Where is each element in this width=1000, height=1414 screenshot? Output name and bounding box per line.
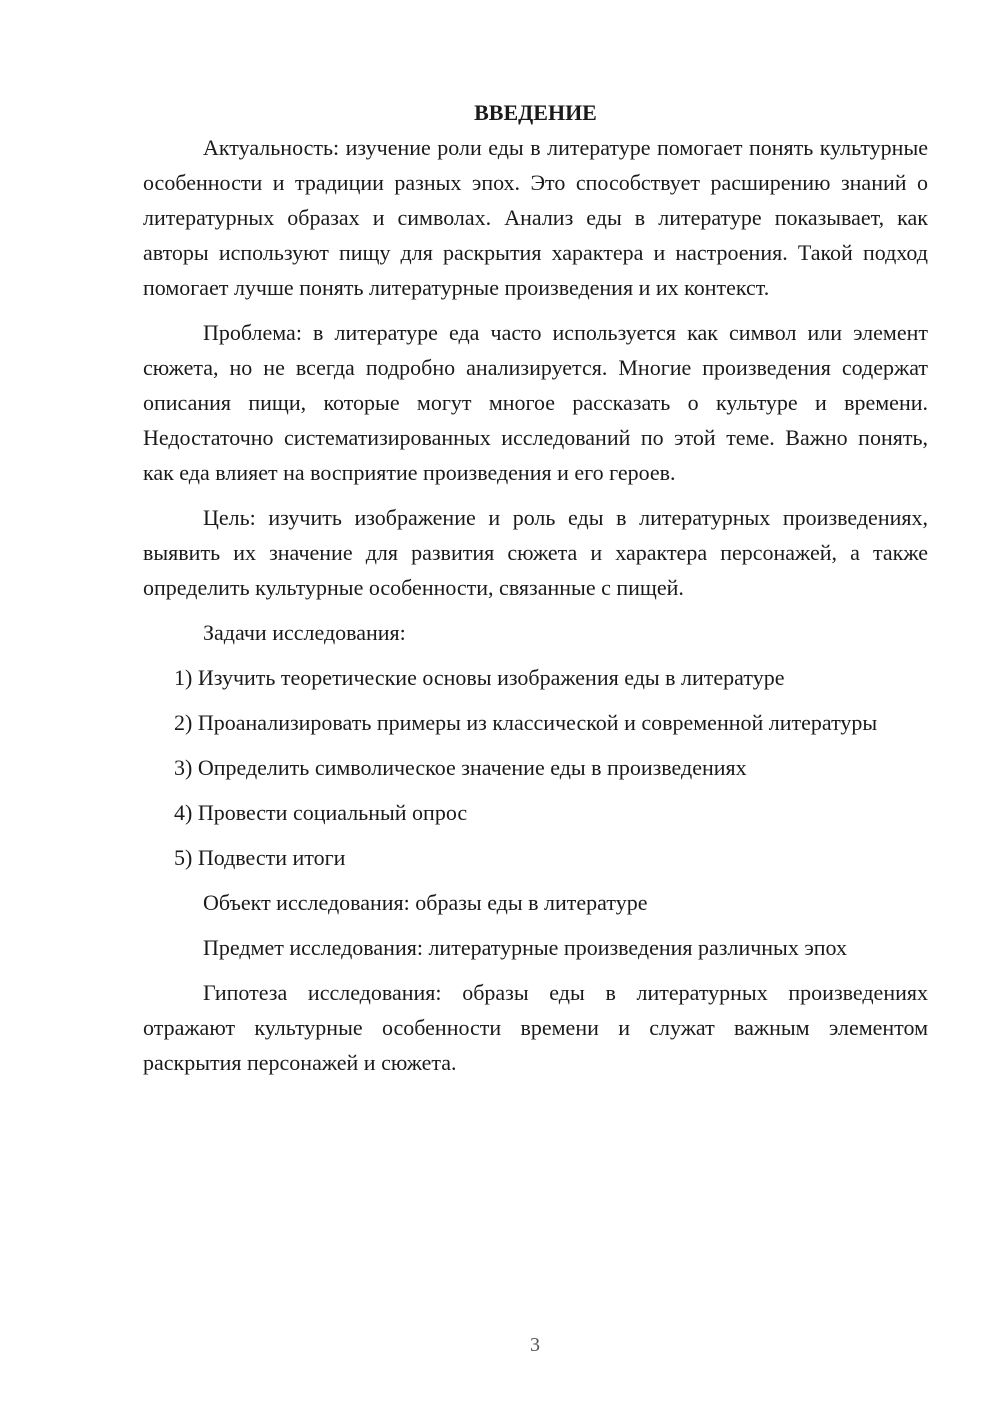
goal-paragraph: Цель: изучить изображение и роль еды в литературных произведениях, выявить их значение для развития сюжета и характера персонажей, а также определить культурные особенности, связанные с пищей. [143,505,928,600]
subject-paragraph: Предмет исследования: литературные произведения различных эпох [203,935,848,960]
page-title: ВВЕДЕНИЕ [474,100,597,125]
task-item-3: 3) Определить символическое значение еды в произведениях [174,755,747,780]
task-item-2: 2) Проанализировать примеры из классической и современной литературы [174,710,878,735]
task-item-1: 1) Изучить теоретические основы изображения еды в литературе [174,665,785,690]
task-item-4: 4) Провести социальный опрос [174,800,468,825]
document-page [143,95,928,1090]
relevance-paragraph: Актуальность: изучение роли еды в литературе помогает понять культурные особенности и традиции разных эпох. Это способствует расширению знаний о литературных образах и символах. Анализ еды в литературе показывает, как авторы используют пищу для раскрытия характера и настроения. Такой подход помогает лучше понять литературные произведения и их контекст. [143,135,928,300]
object-paragraph: Объект исследования: образы еды в литературе [203,890,648,915]
problem-paragraph: Проблема: в литературе еда часто используется как символ или элемент сюжета, но не всегда подробно анализируется. Многие произведения содержат описания пищи, которые могут многое рассказать о культуре и времени. Недостаточно систематизированных исследований по этой теме. Важно понять, как еда влияет на восприятие произведения и его героев. [143,320,928,485]
task-item-5: 5) Подвести итоги [174,845,346,870]
hypothesis-paragraph: Гипотеза исследования: образы еды в литературных произведениях отражают культурные особенности времени и служат важным элементом раскрытия персонажей и сюжета. [143,980,928,1075]
page-number: 3 [530,1334,540,1356]
tasks-heading: Задачи исследования: [203,620,406,645]
